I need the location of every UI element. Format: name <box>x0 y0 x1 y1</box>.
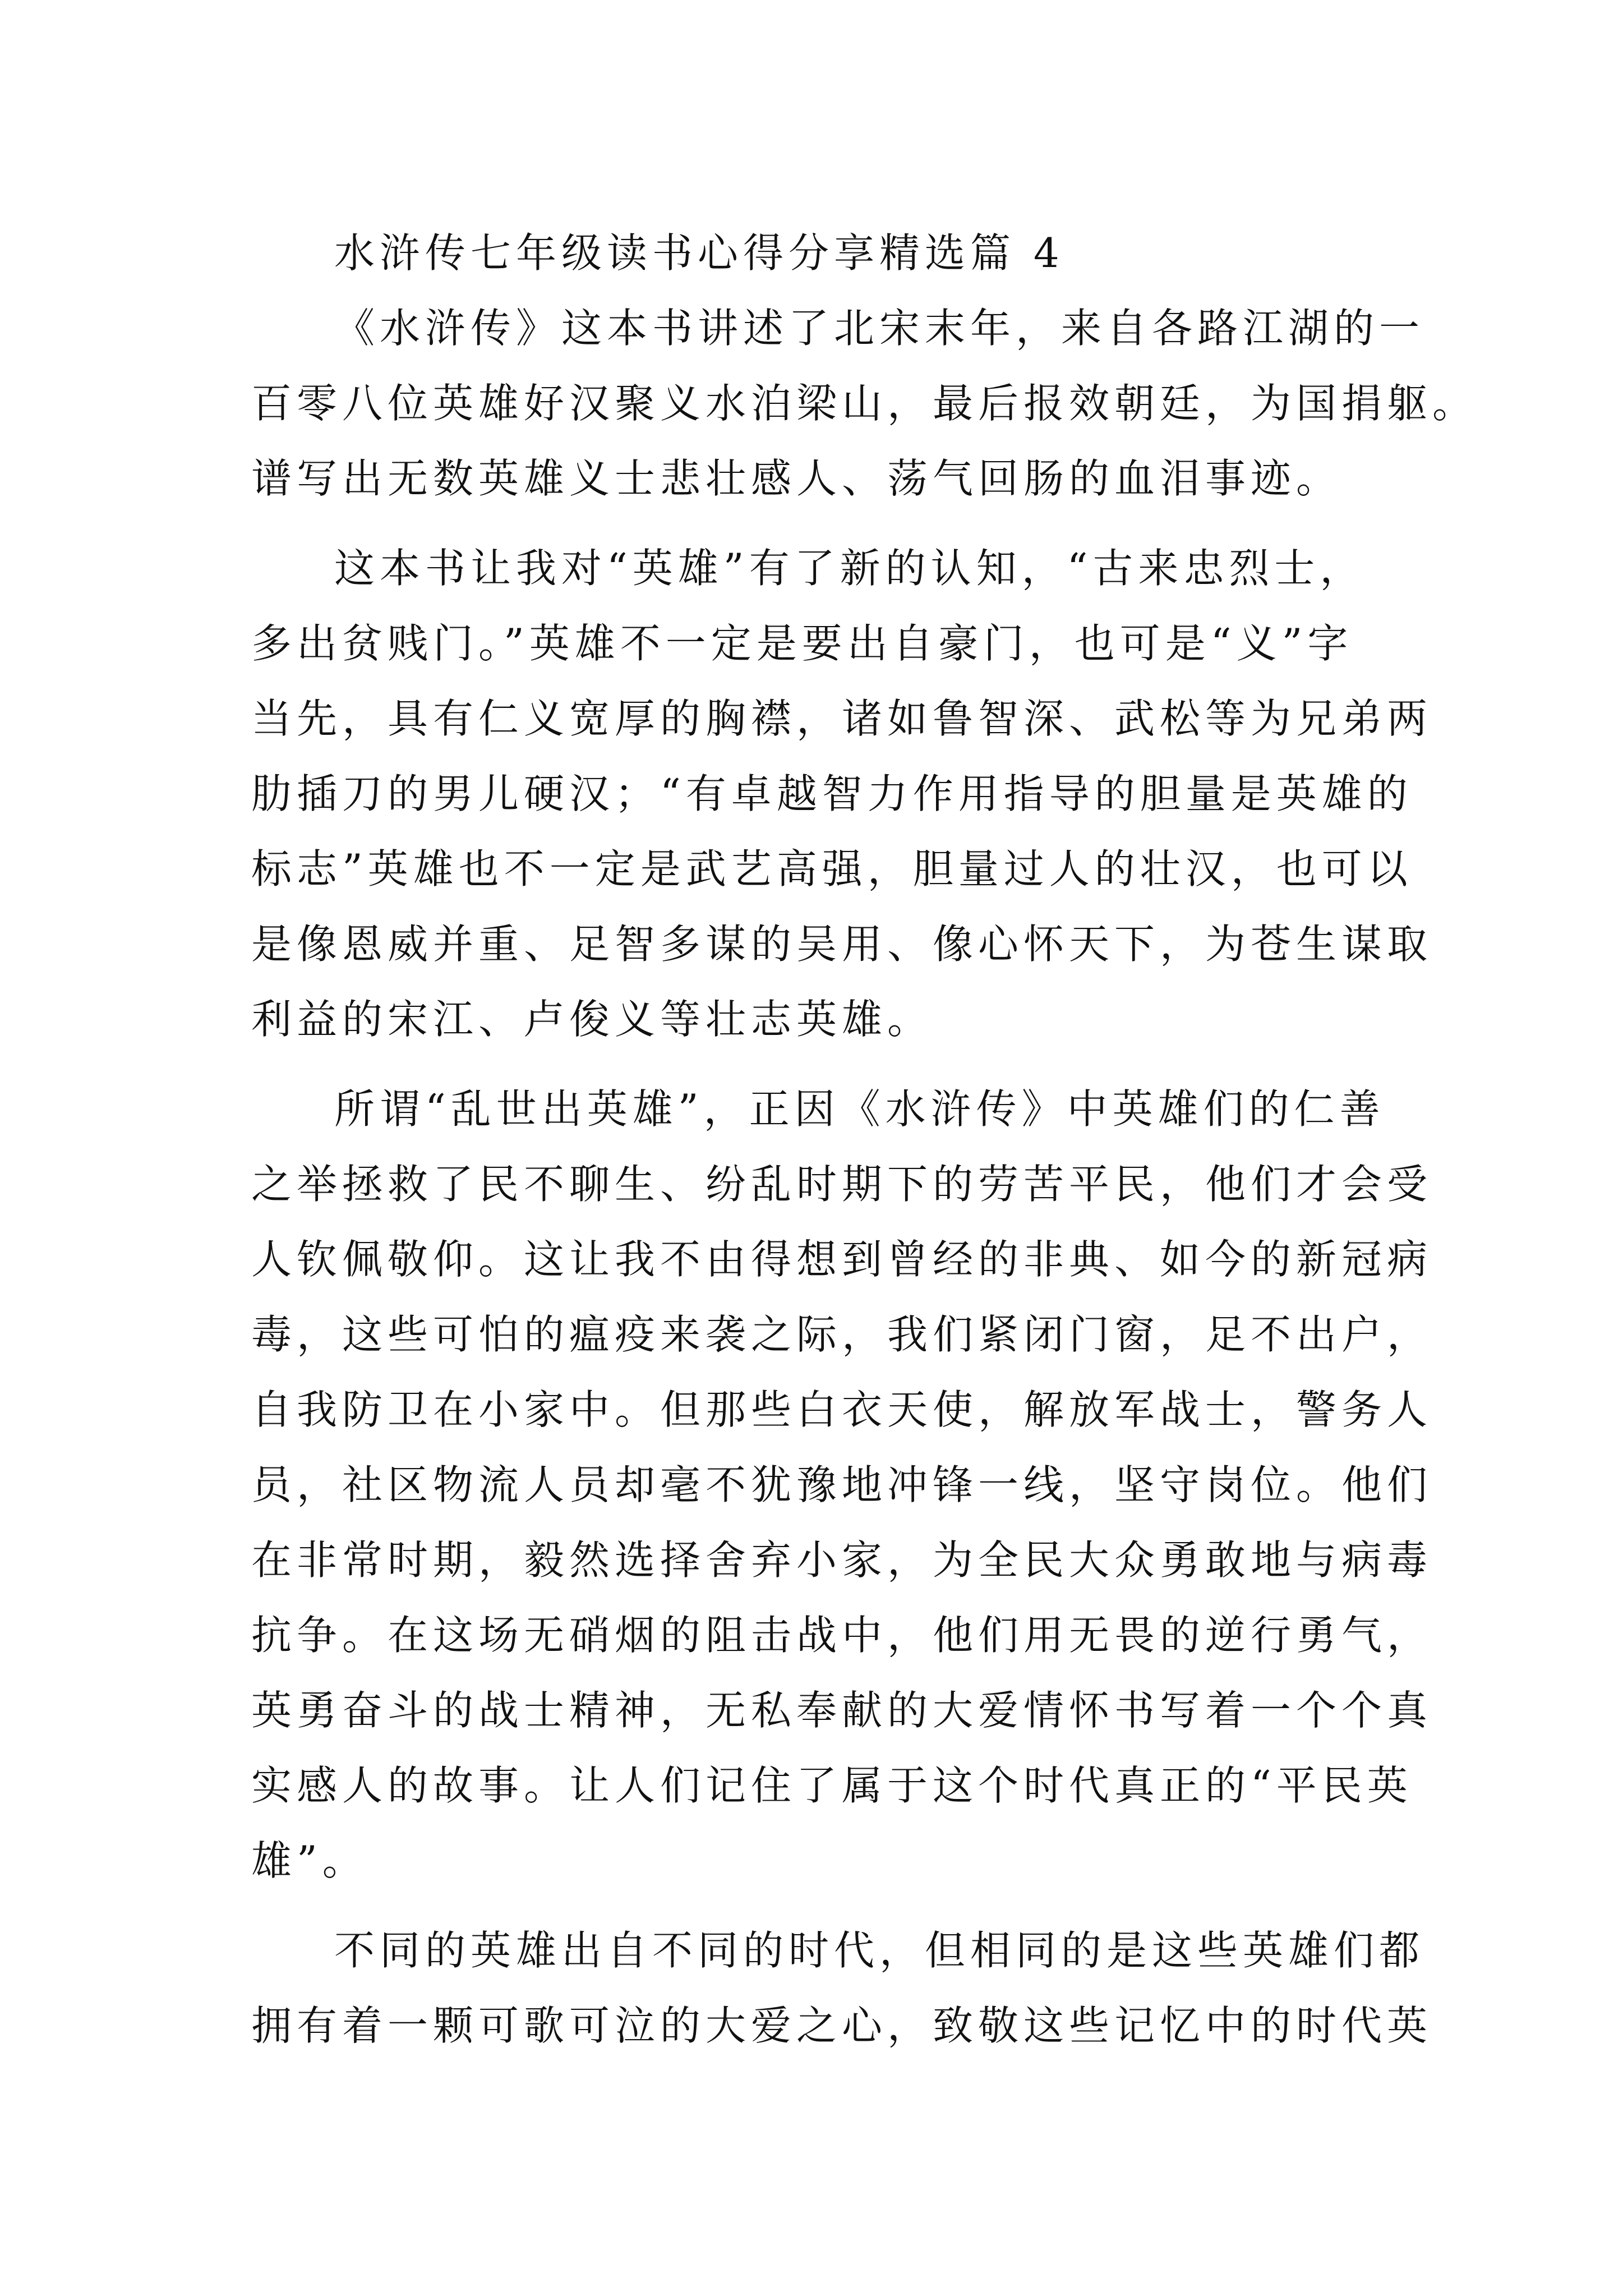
paragraph-1-line-1: 《水浒传》这本书讲述了北宋末年，来自各路江湖的一 <box>334 305 1425 352</box>
article-body <box>251 215 1478 2063</box>
paragraph-3-line-4: 毒，这些可怕的瘟疫来袭之际，我们紧闭门窗，足不出户， <box>251 1311 1433 1358</box>
paragraph-3-line-2: 之举拯救了民不聊生、纷乱时期下的劳苦平民，他们才会受 <box>251 1161 1433 1208</box>
paragraph-2-line-5: 标志”英雄也不一定是武艺高强，胆量过人的壮汉，也可以 <box>251 845 1413 892</box>
paragraph-2-line-4: 肋插刀的男儿硬汉；“有卓越智力作用指导的胆量是英雄的 <box>251 770 1413 817</box>
paragraph-3-line-7: 在非常时期，毅然选择舍弃小家，为全民大众勇敢地与病毒 <box>251 1536 1433 1584</box>
paragraph-2-line-3: 当先，具有仁义宽厚的胸襟，诸如鲁智深、武松等为兄弟两 <box>251 695 1433 742</box>
paragraph-1-line-3: 谱写出无数英雄义士悲壮感人、荡气回肠的血泪事迹。 <box>251 455 1342 502</box>
paragraph-2-line-1: 这本书让我对“英雄”有了新的认知，“古来忠烈士， <box>334 545 1366 592</box>
paragraph-3-line-6: 员，社区物流人员却毫不犹豫地冲锋一线，坚守岗位。他们 <box>251 1461 1433 1508</box>
paragraph-3-line-1: 所谓“乱世出英雄”，正因《水浒传》中英雄们的仁善 <box>334 1085 1385 1133</box>
paragraph-3-line-11: 雄”。 <box>251 1837 368 1884</box>
paragraph-1-line-2: 百零八位英雄好汉聚义水泊梁山，最后报效朝廷，为国捐躯。 <box>251 380 1478 427</box>
paragraph-2-line-6: 是像恩威并重、足智多谋的吴用、像心怀天下，为苍生谋取 <box>251 921 1433 968</box>
paragraph-2-line-7: 利益的宋江、卢俊义等壮志英雄。 <box>251 996 933 1043</box>
paragraph-4-line-1: 不同的英雄出自不同的时代，但相同的是这些英雄们都 <box>334 1927 1425 1974</box>
paragraph-3-line-3: 人钦佩敬仰。这让我不由得想到曾经的非典、如今的新冠病 <box>251 1236 1433 1283</box>
paragraph-3-line-9: 英勇奋斗的战士精神，无私奉献的大爱情怀书写着一个个真 <box>251 1687 1433 1734</box>
paragraph-4-line-2: 拥有着一颗可歌可泣的大爱之心，致敬这些记忆中的时代英 <box>251 2002 1433 2049</box>
paragraph-3-line-10: 实感人的故事。让人们记住了属于这个时代真正的“平民英 <box>251 1762 1413 1809</box>
paragraph-3-line-8: 抗争。在这场无硝烟的阻击战中，他们用无畏的逆行勇气， <box>251 1612 1433 1659</box>
article-title: 水浒传七年级读书心得分享精选篇 4 <box>334 229 1064 277</box>
paragraph-2-line-2: 多出贫贱门。”英雄不一定是要出自豪门，也可是“义”字 <box>251 620 1353 667</box>
paragraph-3-line-5: 自我防卫在小家中。但那些白衣天使，解放军战士，警务人 <box>251 1386 1433 1433</box>
